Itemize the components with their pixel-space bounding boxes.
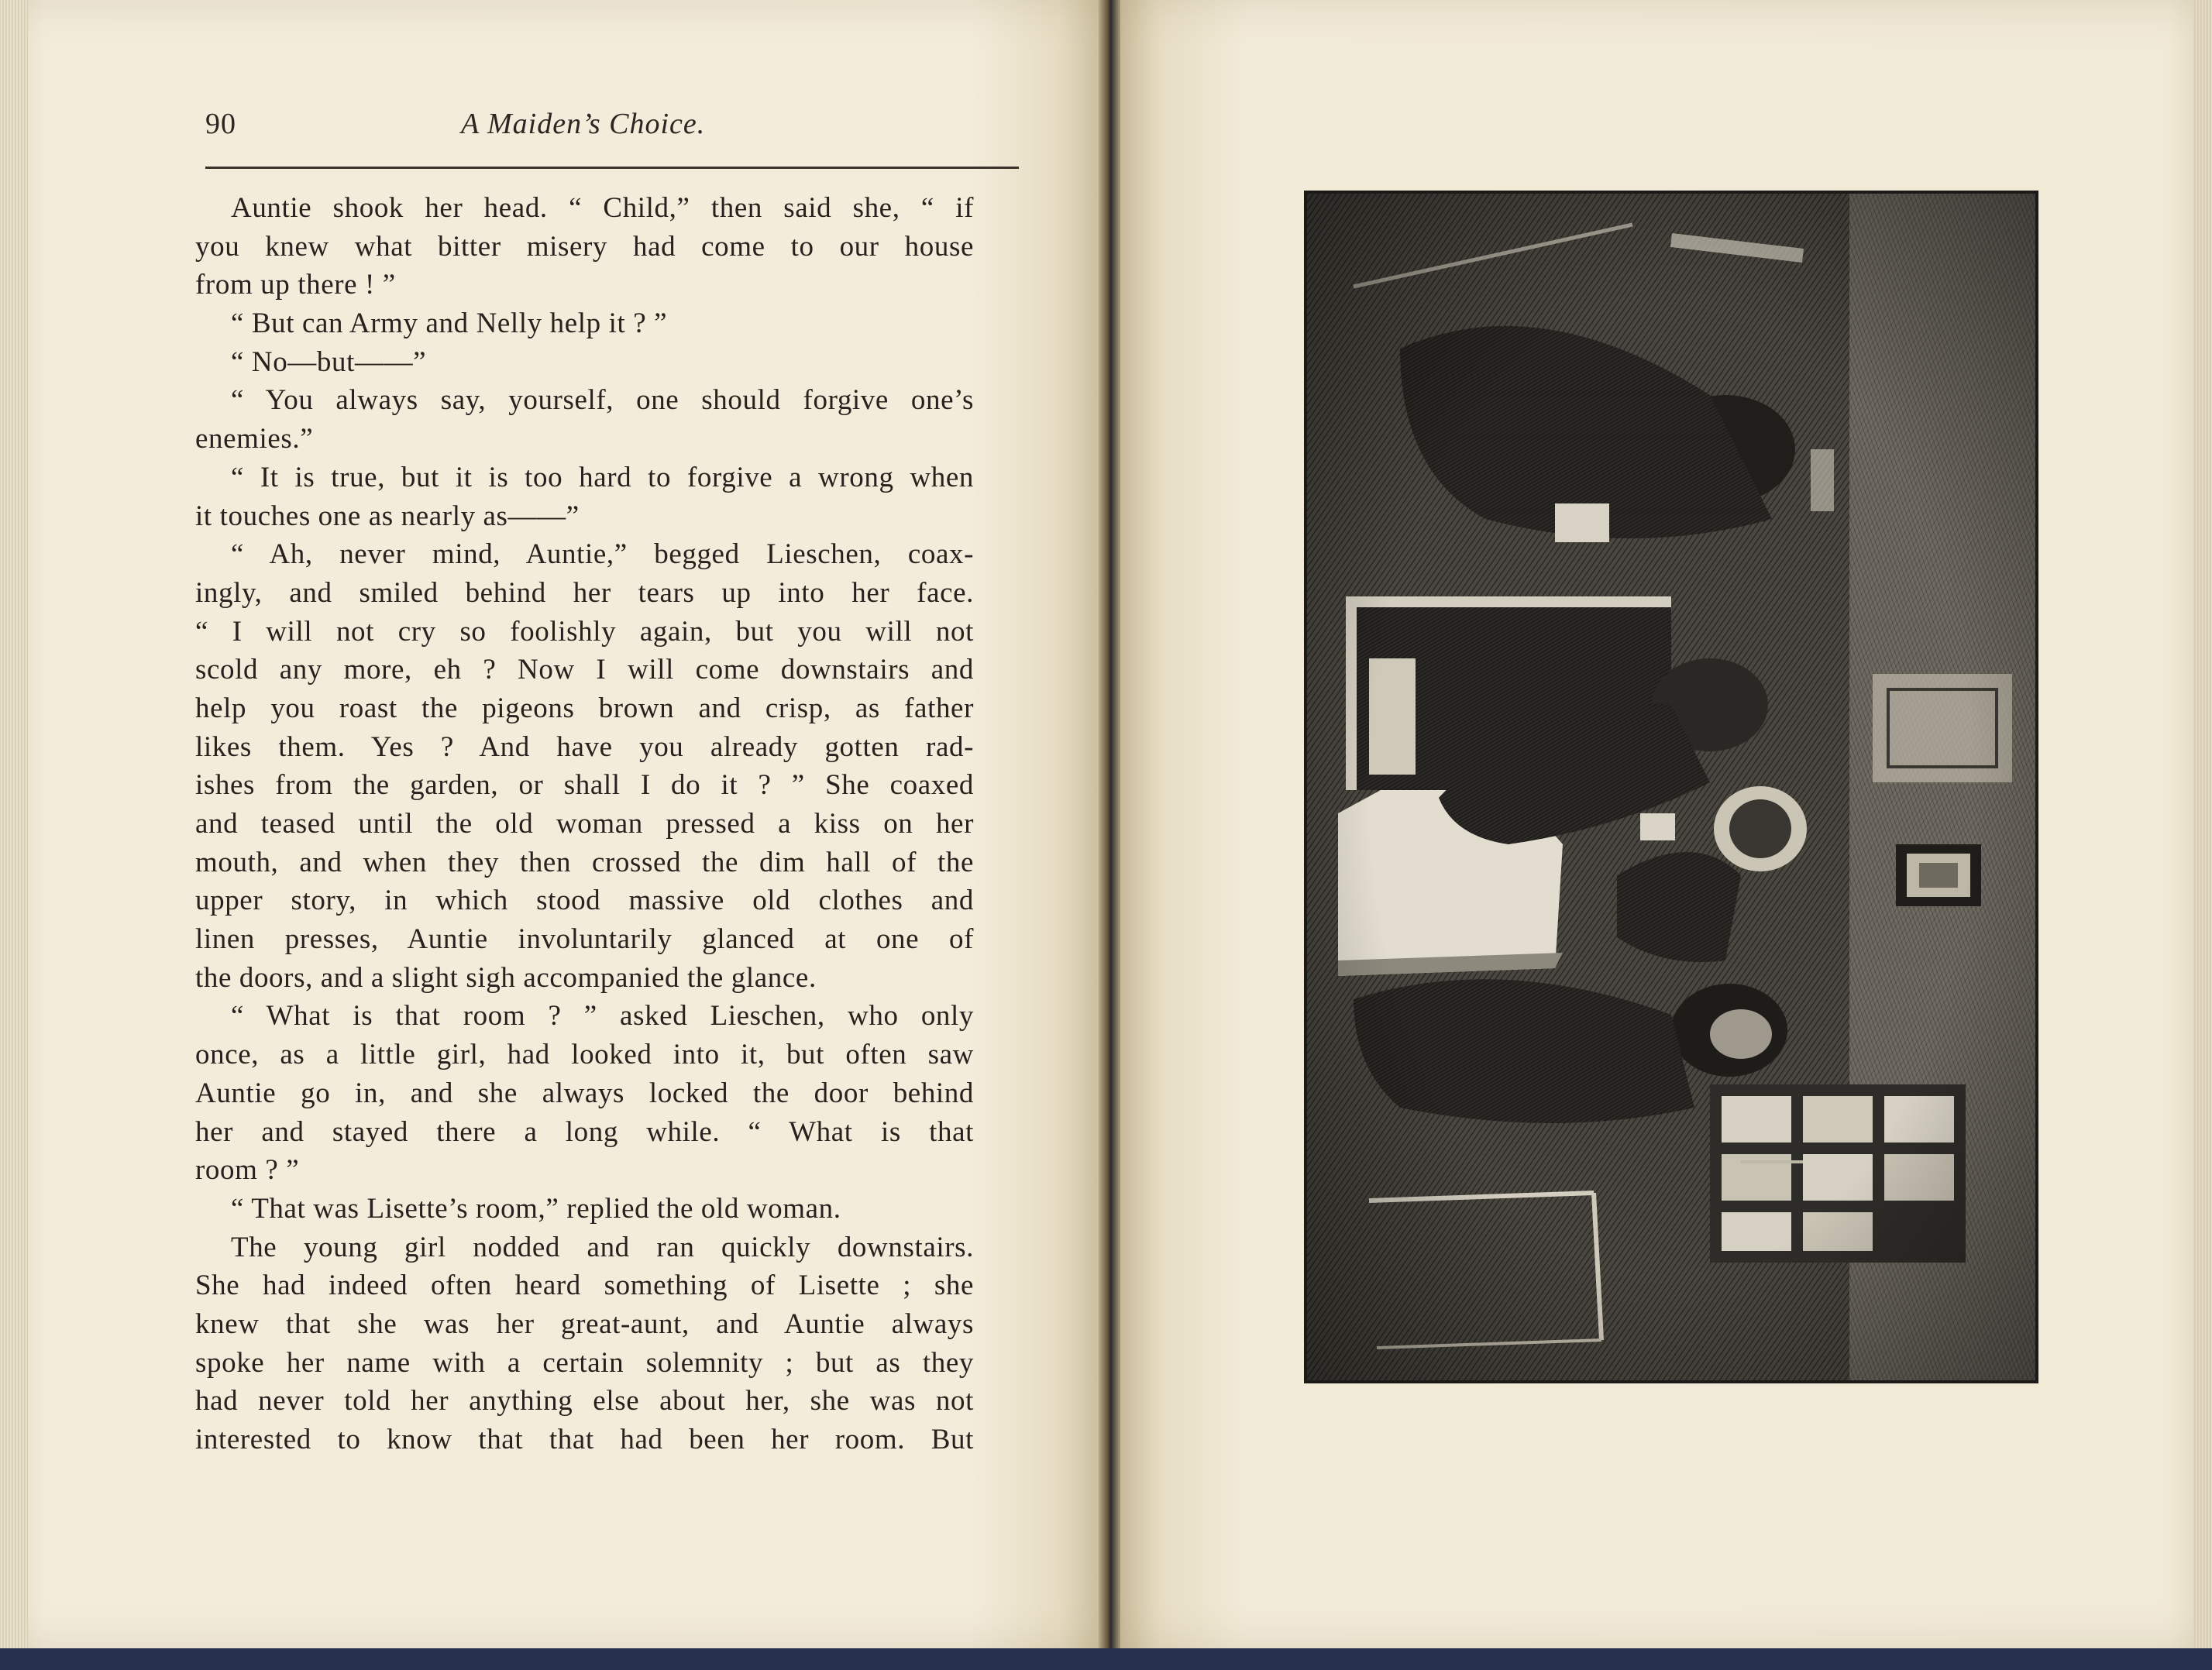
text-line: “ You always say, yourself, one should forgive one’s <box>231 384 974 417</box>
header-rule <box>205 167 1019 169</box>
page-header <box>205 107 980 153</box>
text-line: “ No—but——” <box>231 345 427 378</box>
text-line: likes them. Yes ? And have you already gotten rad- <box>195 730 974 763</box>
text-line: enemies.” <box>195 423 314 455</box>
text-line: “ What is that room ? ” asked Lieschen, who only <box>231 1000 974 1033</box>
page-number: 90 <box>205 108 236 140</box>
text-line: scold any more, eh ? Now I will come downstairs and <box>195 654 974 686</box>
text-line: from up there ! ” <box>195 269 396 301</box>
text-line: Auntie go in, and she always locked the door behind <box>195 1077 974 1109</box>
text-line: spoke her name with a certain solemnity ; but as they <box>195 1346 974 1379</box>
text-line: interested to know that that had been her room. But <box>195 1424 974 1455</box>
text-line: and teased until the old woman pressed a kiss on her <box>195 808 974 840</box>
text-line: Auntie shook her head. “ Child,” then said she, “ if <box>231 192 974 224</box>
left-page <box>0 0 1104 1650</box>
text-line: once, as a little girl, had looked into it, but often saw <box>195 1039 974 1071</box>
text-line: upper story, in which stood massive old clothes and <box>195 885 974 917</box>
text-line: “ It is true, but it is too hard to forgive a wrong when <box>231 461 974 493</box>
body-text <box>195 189 974 1459</box>
text-line: the doors, and a slight sigh accompanied the glance. <box>195 961 817 994</box>
text-line: room ? ” <box>195 1154 300 1187</box>
left-page-edges <box>0 0 28 1650</box>
text-line: “ I will not cry so foolishly again, but you will not <box>195 615 974 648</box>
text-line: “ Ah, never mind, Auntie,” begged Lieschen, coax- <box>231 538 974 571</box>
running-title: A Maiden’s Choice. <box>461 108 706 140</box>
text-line: you knew what bitter misery had come to our house <box>195 230 974 263</box>
text-line: mouth, and when they then crossed the dim hall of the <box>195 846 974 878</box>
text-line: had never told her anything else about her, she was not <box>195 1385 974 1417</box>
text-line: The young girl nodded and ran quickly downstairs. <box>231 1231 974 1263</box>
book-cover-edge <box>0 1648 2212 1670</box>
text-line: help you roast the pigeons brown and crisp, as father <box>195 692 974 724</box>
right-page-edges <box>2193 0 2212 1650</box>
text-line: ingly, and smiled behind her tears up into her face. <box>195 576 974 609</box>
text-line: ishes from the garden, or shall I do it ? ” She coaxed <box>195 769 974 802</box>
text-line: it touches one as nearly as——” <box>195 500 580 532</box>
engraved-illustration <box>1304 191 2038 1383</box>
book-gutter <box>1099 0 1120 1670</box>
text-line: She had indeed often heard something of Lisette ; she <box>195 1270 974 1302</box>
text-line: “ But can Army and Nelly help it ? ” <box>231 308 668 340</box>
text-line: linen presses, Auntie involuntarily glanced at one of <box>195 923 974 956</box>
text-line: her and stayed there a long while. “ What is that <box>195 1115 974 1148</box>
illustration-drawing <box>1307 194 2035 1380</box>
text-line: “ That was Lisette’s room,” replied the old woman. <box>231 1192 841 1225</box>
text-line: knew that she was her great-aunt, and Auntie always <box>195 1307 974 1340</box>
